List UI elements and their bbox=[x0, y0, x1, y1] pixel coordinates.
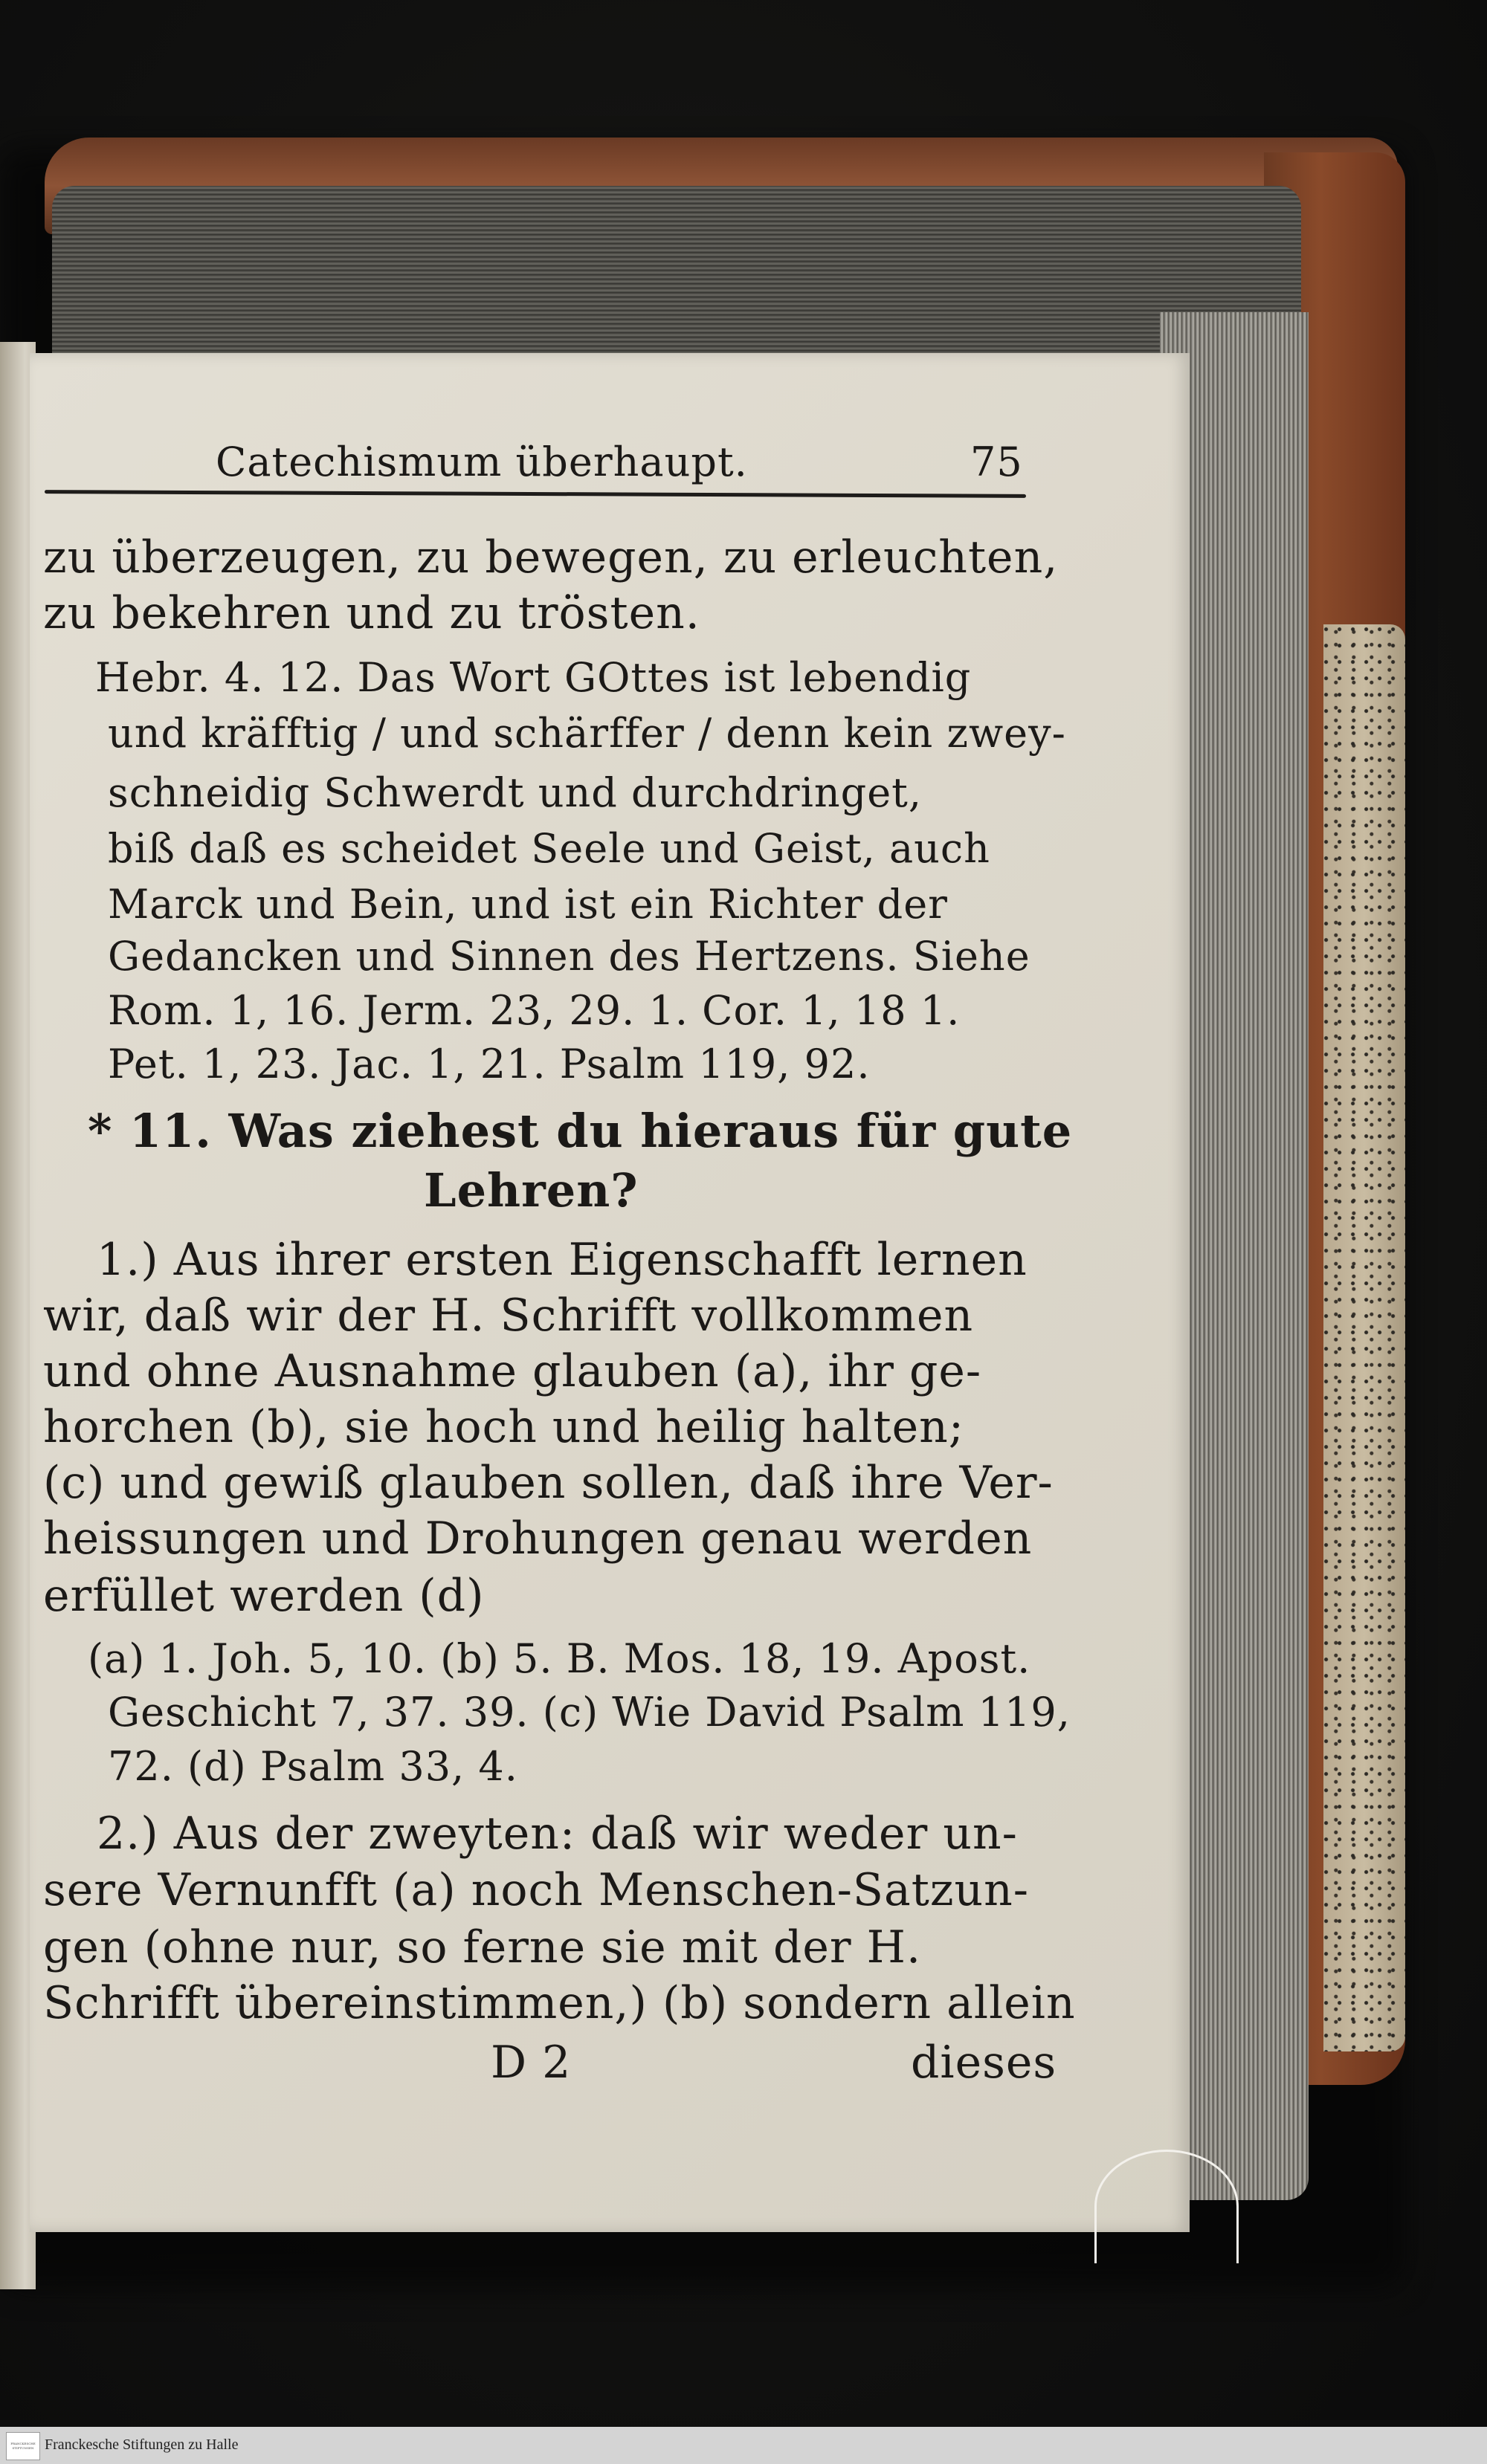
text-line: Hebr. 4. 12. Das Wort GOttes ist lebendig bbox=[95, 654, 972, 701]
text-line: Marck und Bein, und ist ein Richter der bbox=[108, 881, 948, 928]
text-line: Geschicht 7, 37. 39. (c) Wie David Psalm 119, bbox=[108, 1689, 1071, 1736]
signature-mark: D 2 bbox=[491, 2037, 572, 2089]
text-line: (c) und gewiß glauben sollen, daß ihre Ver- bbox=[43, 1457, 1054, 1509]
page-number: 75 bbox=[970, 439, 1023, 485]
text-line: und ohne Ausnahme glauben (a), ihr ge- bbox=[43, 1345, 982, 1397]
question-line: * 11. Was ziehest du hieraus für gute bbox=[88, 1104, 1073, 1158]
page-block-top bbox=[52, 186, 1301, 357]
speckled-edge bbox=[1323, 624, 1405, 2051]
institution-logo: FRANCKESCHE STIFTUNGEN bbox=[6, 2432, 40, 2460]
text-line: (a) 1. Joh. 5, 10. (b) 5. B. Mos. 18, 19. Apost. bbox=[88, 1635, 1031, 1682]
text-line: Rom. 1, 16. Jerm. 23, 29. 1. Cor. 1, 18 1. bbox=[108, 987, 961, 1034]
text-line: Gedancken und Sinnen des Hertzens. Siehe bbox=[108, 933, 1030, 980]
catchword: dieses bbox=[911, 2037, 1057, 2089]
text-line: heissungen und Drohungen genau werden bbox=[43, 1513, 1033, 1565]
footer-label: Franckesche Stiftungen zu Halle bbox=[45, 2436, 239, 2453]
text-line: zu überzeugen, zu bewegen, zu erleuchten, bbox=[43, 531, 1059, 583]
text-line: Schrifft übereinstimmen,) (b) sondern allein bbox=[43, 1977, 1076, 2029]
text-line: 72. (d) Psalm 33, 4. bbox=[108, 1743, 518, 1790]
text-line: erfüllet werden (d) bbox=[43, 1570, 485, 1622]
text-line: Pet. 1, 23. Jac. 1, 21. Psalm 119, 92. bbox=[108, 1041, 871, 1087]
question-line: Lehren? bbox=[424, 1163, 639, 1218]
text-line: 1.) Aus ihrer ersten Eigenschafft lernen bbox=[97, 1234, 1028, 1286]
text-line: gen (ohne nur, so ferne sie mit der H. bbox=[43, 1921, 922, 1973]
text-line: wir, daß wir der H. Schrifft vollkommen bbox=[43, 1290, 974, 1342]
page-curl bbox=[1094, 2150, 1239, 2263]
text-line: zu bekehren und zu trösten. bbox=[43, 587, 700, 639]
text-line: sere Vernunfft (a) noch Menschen-Satzun- bbox=[43, 1864, 1030, 1916]
text-line: 2.) Aus der zweyten: daß wir weder un- bbox=[97, 1808, 1018, 1860]
text-line: und kräfftig / und schärffer / denn kein zwey- bbox=[108, 710, 1066, 757]
running-head: Catechismum überhaupt. bbox=[216, 439, 748, 485]
text-line: schneidig Schwerdt und durchdringet, bbox=[108, 769, 923, 816]
text-line: horchen (b), sie hoch und heilig halten; bbox=[43, 1401, 964, 1453]
text-line: biß daß es scheidet Seele und Geist, auch bbox=[108, 825, 990, 872]
